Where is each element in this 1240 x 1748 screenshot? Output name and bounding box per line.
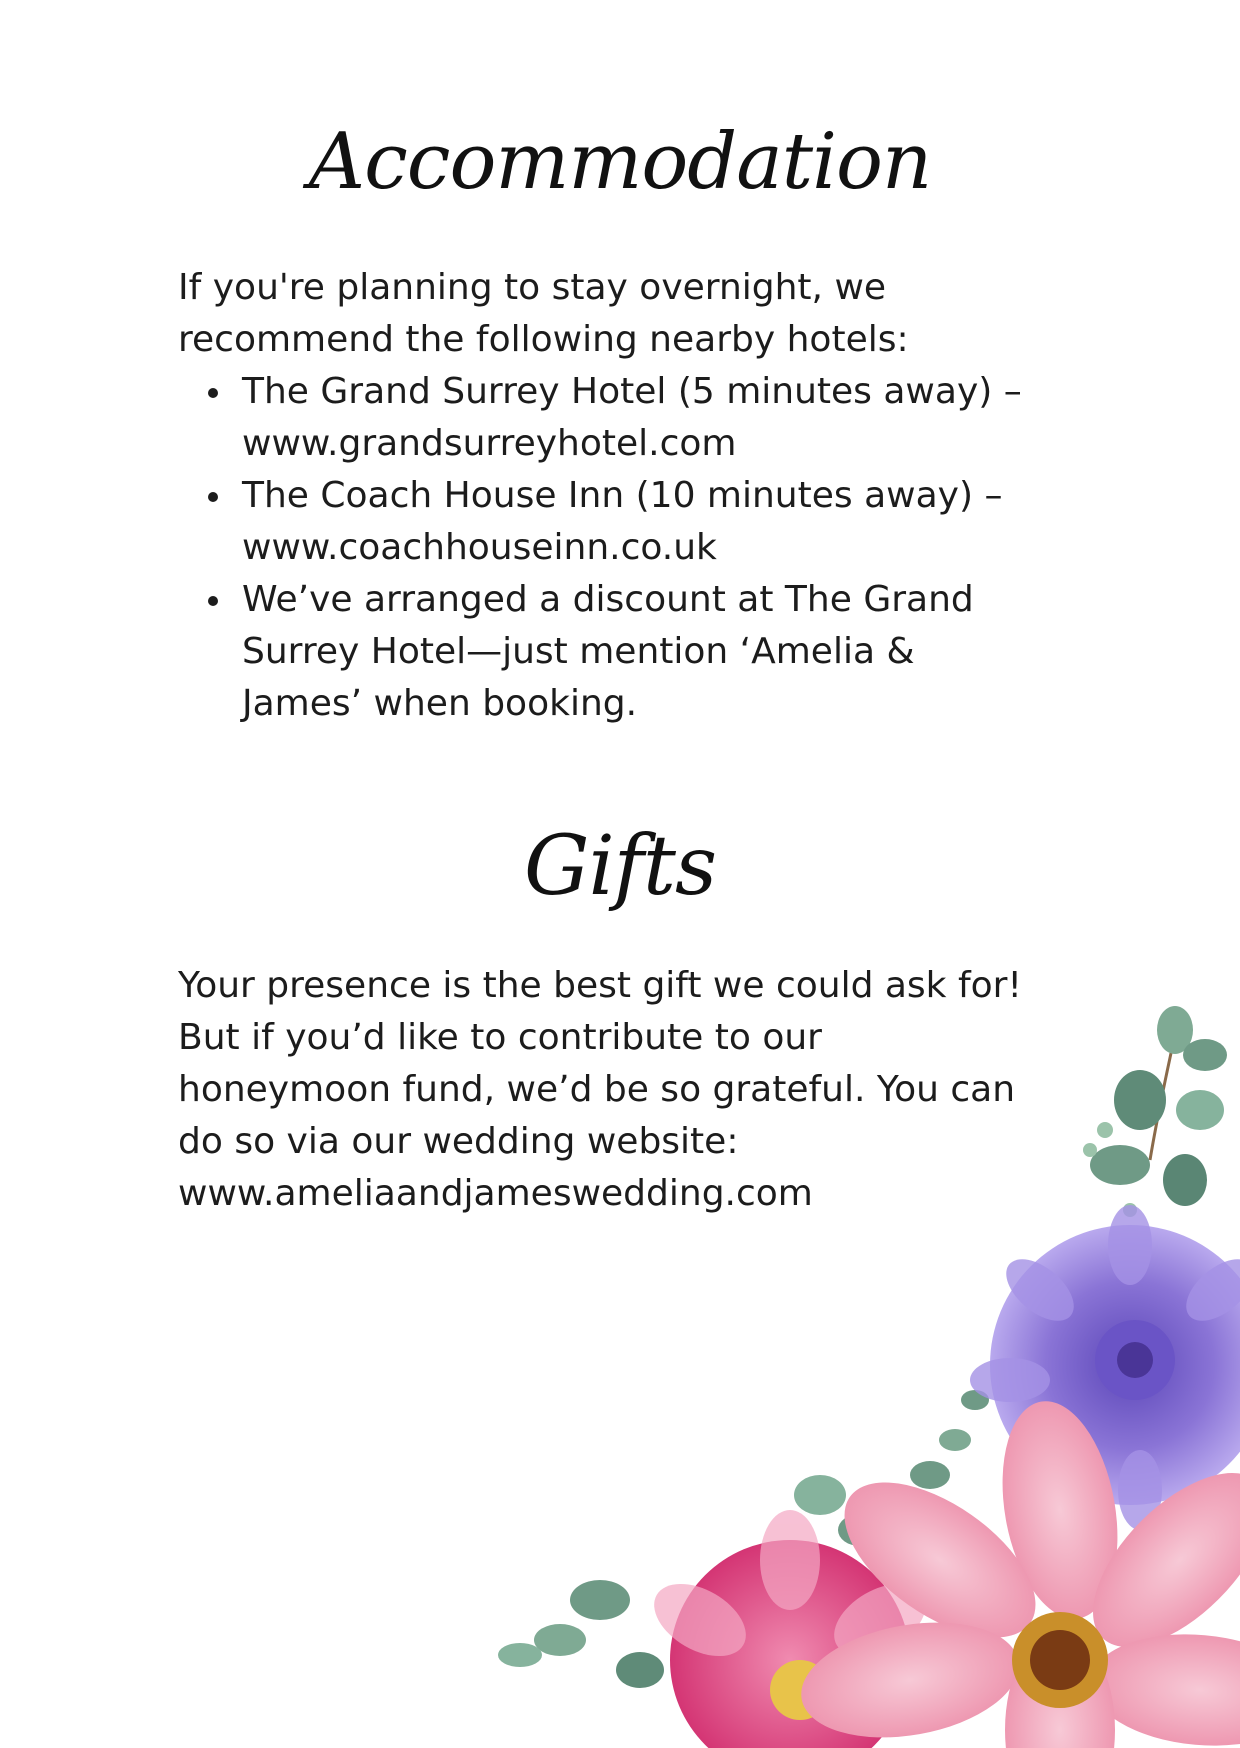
eucalyptus-leaves-top [1083, 1006, 1227, 1217]
list-item [178, 366, 1078, 470]
intro-line-1: If you're planning to stay overnight, we [178, 267, 887, 308]
bullet-icon [208, 388, 218, 398]
hotel-list [178, 366, 1078, 730]
accommodation-intro [178, 262, 1078, 366]
discount-line-3: James’ when booking. [242, 683, 638, 724]
gifts-line-4: do so via our wedding website: [178, 1121, 739, 1162]
gifts-line-3: honeymoon fund, we’d be so grateful. You can [178, 1069, 1016, 1110]
bullet-icon [208, 596, 218, 606]
hotel-2-line-1: The Coach House Inn (10 minutes away) – [242, 475, 1003, 516]
list-item [178, 470, 1078, 574]
accommodation-heading: Accommodation [308, 117, 932, 207]
pink-flower [792, 1392, 1240, 1748]
hotel-1-line-1: The Grand Surrey Hotel (5 minutes away) – [242, 371, 1022, 412]
magenta-flower [642, 1510, 939, 1748]
gifts-heading: Gifts [523, 819, 717, 914]
discount-line-2: Surrey Hotel—just mention ‘Amelia & [242, 631, 915, 672]
gifts-line-2: But if you’d like to contribute to our [178, 1017, 822, 1058]
gifts-line-1: Your presence is the best gift we could ask for! [178, 965, 1022, 1006]
gifts-text [178, 960, 1078, 1220]
bullet-icon [208, 492, 218, 502]
wedding-website: www.ameliaandjameswedding.com [178, 1173, 813, 1214]
hotel-1-website: www.grandsurreyhotel.com [242, 423, 737, 464]
eucalyptus-leaves-bottom [498, 1390, 989, 1688]
intro-line-2: recommend the following nearby hotels: [178, 319, 909, 360]
list-item [178, 574, 1078, 730]
hotel-2-website: www.coachhouseinn.co.uk [242, 527, 717, 568]
purple-dahlia-flower [970, 1205, 1240, 1530]
discount-line-1: We’ve arranged a discount at The Grand [242, 579, 974, 620]
